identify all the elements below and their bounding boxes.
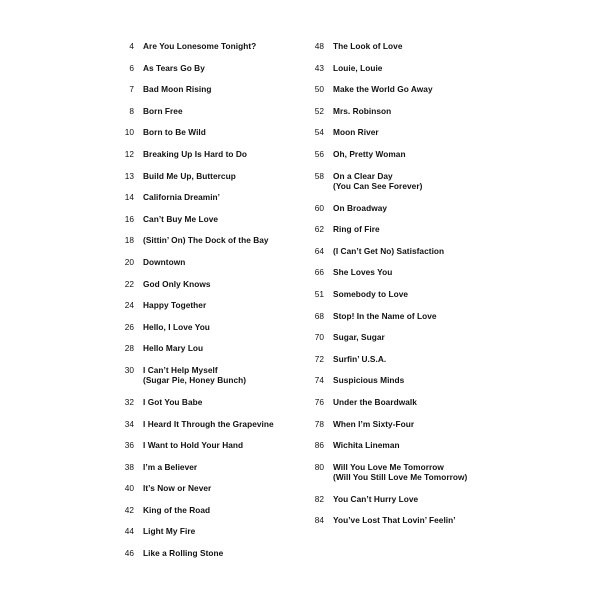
- toc-song-title: Bad Moon Rising: [143, 84, 212, 95]
- toc-entry: [112, 548, 302, 558]
- toc-song-title: I’m a Believer: [143, 461, 198, 472]
- toc-page-number: 52: [314, 105, 324, 116]
- toc-entry: [302, 419, 497, 429]
- toc-entry: [302, 494, 497, 504]
- toc-song-title: Surfin’ U.S.A.: [333, 353, 387, 364]
- toc-entry: [302, 171, 497, 192]
- toc-song-title: Oh, Pretty Woman: [333, 148, 406, 159]
- toc-page-number: 70: [314, 332, 324, 343]
- toc-entry: [112, 300, 302, 310]
- toc-entry: [302, 289, 497, 299]
- toc-song-title: Happy Together: [143, 300, 207, 311]
- toc-page-number: 32: [124, 396, 134, 407]
- toc-page-number: 54: [314, 127, 324, 138]
- toc-song-title: Are You Lonesome Tonight?: [143, 41, 257, 51]
- toc-entry: [112, 505, 302, 515]
- toc-page-number: 58: [314, 170, 324, 181]
- toc-page-number: 84: [314, 515, 324, 526]
- toc-page-number: 20: [124, 256, 134, 267]
- toc-page-number: 44: [124, 526, 134, 537]
- toc-page-number: 24: [124, 300, 134, 311]
- toc-entry: [112, 526, 302, 536]
- toc-song-title: Born to Be Wild: [143, 127, 206, 138]
- toc-entry: [302, 440, 497, 450]
- toc-song-title: Born Free: [143, 105, 183, 116]
- toc-song-title: (I Can’t Get No) Satisfaction: [333, 245, 445, 256]
- toc-song-title: I Heard It Through the Grapevine: [143, 418, 274, 429]
- toc-page-number: 7: [129, 84, 134, 95]
- toc-song-title: You Can’t Hurry Love: [333, 493, 419, 504]
- toc-entry: [302, 127, 497, 137]
- toc-page-number: 16: [124, 213, 134, 224]
- toc-entry: [302, 332, 497, 342]
- toc-song-title: Moon River: [333, 127, 379, 138]
- toc-song-title: I Got You Babe: [143, 396, 203, 407]
- toc-song-title: (Sittin’ On) The Dock of the Bay: [143, 235, 269, 246]
- toc-song-title: Wichita Lineman: [333, 440, 400, 451]
- toc-song-title: Stop! In the Name of Love: [333, 310, 437, 321]
- toc-entry: [302, 203, 497, 213]
- toc-page-number: 51: [314, 288, 324, 299]
- toc-entry: [302, 84, 497, 94]
- toc-song-title: Ring of Fire: [333, 224, 380, 235]
- toc-entry: [112, 149, 302, 159]
- toc-page-number: 56: [314, 148, 324, 159]
- toc-song-title: Hello, I Love You: [143, 321, 210, 332]
- toc-page-number: 40: [124, 483, 134, 494]
- toc-song-title: Like a Rolling Stone: [143, 548, 224, 559]
- toc-page-number: 62: [314, 224, 324, 235]
- toc-page-number: 46: [124, 548, 134, 559]
- toc-page-number: 6: [129, 62, 134, 73]
- toc-song-title: It’s Now or Never: [143, 483, 212, 494]
- toc-song-title: Light My Fire: [143, 526, 196, 537]
- toc-page-number: 10: [124, 127, 134, 138]
- toc-song-title: She Loves You: [333, 267, 393, 278]
- toc-page-number: 36: [124, 440, 134, 451]
- toc-column-left: [112, 41, 302, 570]
- toc-entry: [112, 171, 302, 181]
- toc-song-title: Somebody to Love: [333, 288, 409, 299]
- toc-page-number: 8: [129, 105, 134, 116]
- toc-song-title: Build Me Up, Buttercup: [143, 170, 236, 181]
- toc-song-title: Under the Boardwalk: [333, 396, 417, 407]
- toc-entry: [302, 149, 497, 159]
- toc-entry: [302, 224, 497, 234]
- toc-song-title: Make the World Go Away: [333, 84, 433, 95]
- toc-song-title: Hello Mary Lou: [143, 343, 204, 354]
- toc-entry: [112, 440, 302, 450]
- toc-entry: [302, 375, 497, 385]
- toc-page-number: 30: [124, 364, 134, 375]
- toc-page-number: 68: [314, 310, 324, 321]
- toc-song-title: Suspicious Minds: [333, 375, 405, 386]
- toc-song-title: You’ve Lost That Lovin’ Feelin’: [333, 515, 456, 526]
- toc-page-number: 22: [124, 278, 134, 289]
- toc-column-right: [302, 41, 497, 537]
- toc-song-title: Will You Love Me Tomorrow (Will You Still Love Me Tomorrow): [333, 461, 468, 483]
- toc-page-number: 66: [314, 267, 324, 278]
- toc-entry: [112, 462, 302, 472]
- toc-page-number: 82: [314, 493, 324, 504]
- toc-page-number: 18: [124, 235, 134, 246]
- toc-song-title: Breaking Up Is Hard to Do: [143, 148, 248, 159]
- toc-entry: [302, 462, 497, 483]
- toc-page-number: 26: [124, 321, 134, 332]
- toc-song-title: I Can’t Help Myself (Sugar Pie, Honey Bunch): [143, 364, 247, 386]
- toc-song-title: Downtown: [143, 256, 186, 267]
- toc-page-number: 78: [314, 418, 324, 429]
- toc-entry: [112, 483, 302, 493]
- toc-entry: [112, 192, 302, 202]
- toc-entry: [112, 127, 302, 137]
- toc-entry: [302, 354, 497, 364]
- toc-page-number: 12: [124, 148, 134, 159]
- toc-song-title: California Dreamin’: [143, 192, 221, 203]
- toc-entry: [112, 419, 302, 429]
- toc-page-number: 74: [314, 375, 324, 386]
- toc-song-title: King of the Road: [143, 504, 211, 515]
- toc-entry: [302, 311, 497, 321]
- toc-song-title: I Want to Hold Your Hand: [143, 440, 244, 451]
- toc-entry: [112, 41, 302, 51]
- toc-song-title: On Broadway: [333, 202, 388, 213]
- toc-page-number: 4: [129, 41, 134, 51]
- toc-page-number: 38: [124, 461, 134, 472]
- toc-page-number: 80: [314, 461, 324, 472]
- toc-page-number: 86: [314, 440, 324, 451]
- toc-entry: [112, 279, 302, 289]
- toc-entry: [112, 322, 302, 332]
- toc-entry: [302, 63, 497, 73]
- toc-page-number: 48: [314, 41, 324, 51]
- toc-entry: [112, 214, 302, 224]
- toc-song-title: Mrs. Robinson: [333, 105, 392, 116]
- toc-page-number: 14: [124, 192, 134, 203]
- toc-entry: [112, 397, 302, 407]
- toc-page-number: 42: [124, 504, 134, 515]
- toc-entry: [112, 343, 302, 353]
- toc-entry: [112, 106, 302, 116]
- toc-entry: [302, 41, 497, 51]
- toc-song-title: Can’t Buy Me Love: [143, 213, 219, 224]
- toc-entry: [112, 365, 302, 386]
- toc-entry: [112, 235, 302, 245]
- toc-page-number: 28: [124, 343, 134, 354]
- toc-song-title: On a Clear Day (You Can See Forever): [333, 170, 423, 191]
- toc-page-number: 64: [314, 245, 324, 256]
- toc-song-title: As Tears Go By: [143, 62, 205, 73]
- toc-entry: [302, 106, 497, 116]
- toc-page-number: 50: [314, 84, 324, 95]
- toc-entry: [112, 63, 302, 73]
- toc-entry: [112, 257, 302, 267]
- toc-page-number: 34: [124, 418, 134, 429]
- toc-entry: [302, 267, 497, 277]
- toc-page-number: 43: [314, 62, 324, 73]
- toc-page-number: 60: [314, 202, 324, 213]
- toc-entry: [112, 84, 302, 94]
- toc-page-number: 72: [314, 353, 324, 364]
- toc-entry: [302, 397, 497, 407]
- toc-song-title: The Look of Love: [333, 41, 403, 51]
- toc-entry: [302, 246, 497, 256]
- toc-page-number: 76: [314, 396, 324, 407]
- toc-song-title: Sugar, Sugar: [333, 332, 385, 343]
- toc-page-number: 13: [124, 170, 134, 181]
- toc-song-title: God Only Knows: [143, 278, 211, 289]
- toc-entry: [302, 515, 497, 525]
- toc-song-title: When I’m Sixty-Four: [333, 418, 415, 429]
- toc-song-title: Louie, Louie: [333, 62, 383, 73]
